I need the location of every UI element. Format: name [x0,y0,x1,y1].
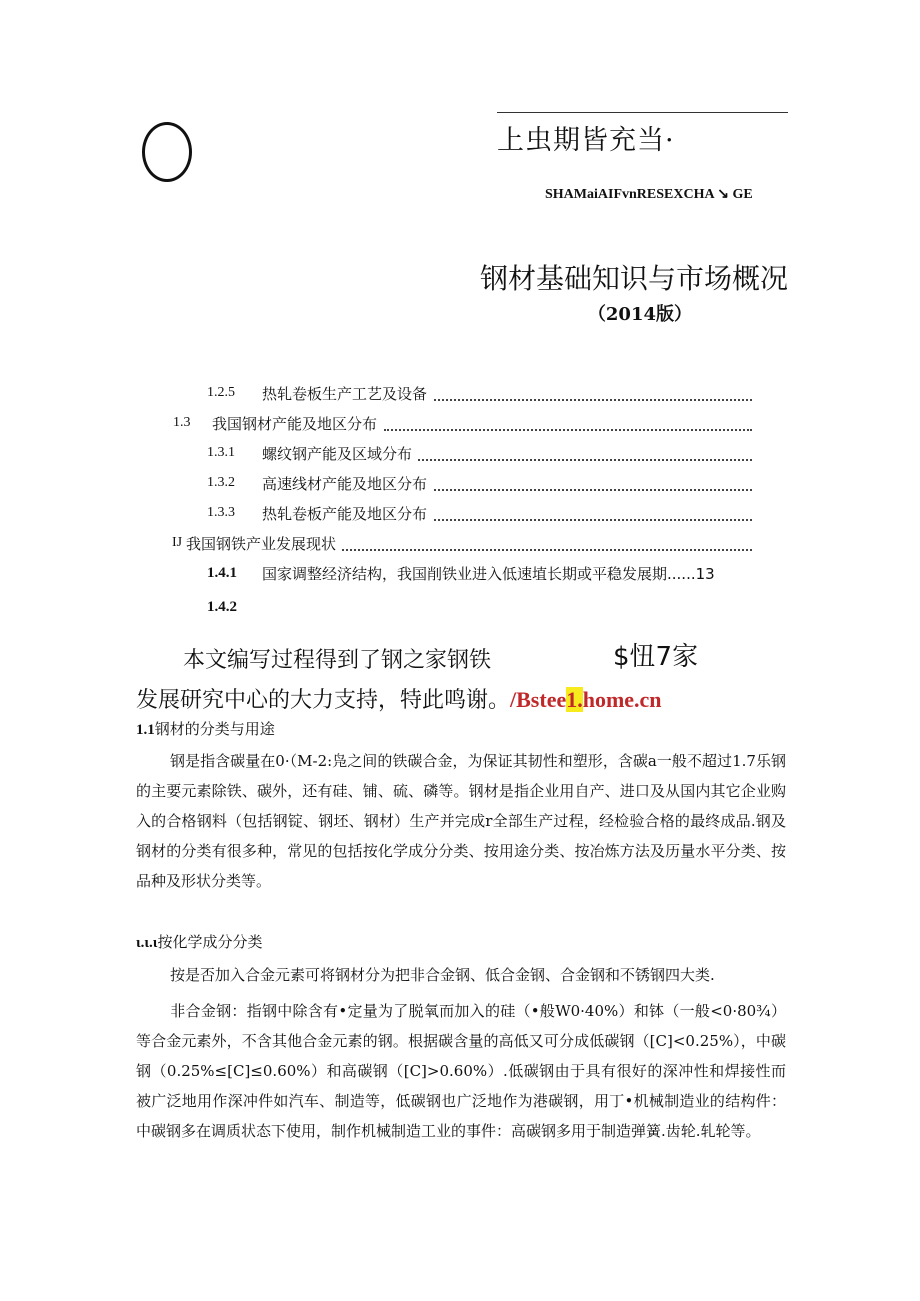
acknowledgement-text: 发展研究中心的大力支持，特此鸣谢。 [136,688,511,713]
toc-entry-1-3[interactable] [0,413,752,435]
section-heading-1-1-1 [136,931,262,952]
paragraph-non-alloy-steel: 非合金钢：指钢中除含有•定量为了脱氧而加入的硅（•般W0·40%）和钵（一般<0·80¾）等合金元素外，不含其他合金元素的钢。根据碳含量的高低又可分成低碳钢（[C]<0.25%），中碳钢（0.25%≤[C]≤0.60%）和高碳钢（[C]>0.60%）.低碳钢由于具有很好的深冲性和焊接性而被广泛地用作深冲件如汽车、制造等，低碳钢也广泛地作为港碳钢，用丁•机械制造业的结构件：中碳钢多在调质状态下使用，制作机械制造工业的事件：高碳钢多用于制造弹簧.齿轮.轧轮等。 [136,1002,786,1140]
section-heading-1-1 [136,718,275,739]
toc-leader-dots [434,519,752,521]
toc-text: 热轧卷板产能及地区分布 [262,505,428,523]
toc-number: IJ [172,535,183,550]
section-title: 按化学成分分类 [157,933,263,951]
website-link[interactable]: /Bstee1.home.cn [510,687,662,712]
toc-text: 我国钢材产能及地区分布 [212,415,378,433]
toc-leader-dots [434,489,752,491]
acknowledgement-line-1: 本文编写过程得到了钢之家钢铁 [183,648,492,673]
header-rule [497,112,788,113]
toc-number: 1.4.1 [207,565,237,581]
toc-entry-1-3-1[interactable] [0,443,752,465]
toc-number: 1.3.2 [207,475,235,490]
toc-text: 我国钢铁产业发展现状 [186,535,337,553]
toc-text: 高速线材产能及地区分布 [262,475,428,493]
toc-number: 1.3.1 [207,445,235,460]
toc-leader-dots [418,459,752,461]
company-name-english: SHAMaiAIFvnRESEXCHA ↘ GE [545,187,753,202]
acknowledgement-line-1-right: $忸7家 [613,642,699,672]
toc-text: 热轧卷板生产工艺及设备 [262,385,428,403]
paragraph-classification-intro: 按是否加入合金元素可将钢材分为把非合金钢、低合金钢、合金钢和不锈钢四大类. [170,966,715,984]
toc-number: 1.3.3 [207,505,235,520]
toc-number: 1.3 [173,415,191,430]
toc-entry-1-3-3[interactable] [0,503,752,525]
toc-entry-1-4[interactable] [0,533,752,555]
toc-text: 国家调整经济结构，我国削铁业进入低速埴长期或平稳发展期......13 [262,565,715,583]
section-title: 钢材的分类与用途 [154,720,275,738]
toc-entry-1-4-1[interactable] [0,563,752,585]
toc-number: 1.4.2 [207,599,237,615]
toc-text: 螺纹钢产能及区域分布 [262,445,413,463]
toc-entry-1-2-5[interactable] [0,383,752,405]
acknowledgement-line-2 [136,683,662,714]
toc-entry-1-4-2[interactable] [0,597,752,619]
toc-leader-dots [434,399,752,401]
logo-circle [142,122,192,182]
toc-entry-1-3-2[interactable] [0,473,752,495]
section-number: ι.ι.ι [136,935,158,951]
toc-leader-dots [384,429,752,431]
toc-number: 1.2.5 [207,385,235,400]
company-name-chinese: 上虫期皆充当· [497,125,675,156]
toc-leader-dots [342,549,752,551]
document-title: 钢材基础知识与市场概况 [479,262,788,295]
document-edition: （2014版） [587,304,692,325]
paragraph-steel-definition: 钢是指含碳量在0·（M-2:凫之间的铁碳合金，为保证其韧性和塑形，含碳a一般不超过1.7乐钢的主要元素除铁、碳外，还有硅、铺、硫、磷等。钢材是指企业用自产、进口及从国内其它企业购入的合格钢料（包括钢锭、钢坯、钢材）生产并完成r全部生产过程，经检验合格的最终成品.钢及钢材的分类有很多种，常见的包括按化学成分分类、按用途分类、按冶炼方法及历量水平分类、按品种及形状分类等。 [136,752,786,890]
section-number: 1.1 [136,722,155,738]
